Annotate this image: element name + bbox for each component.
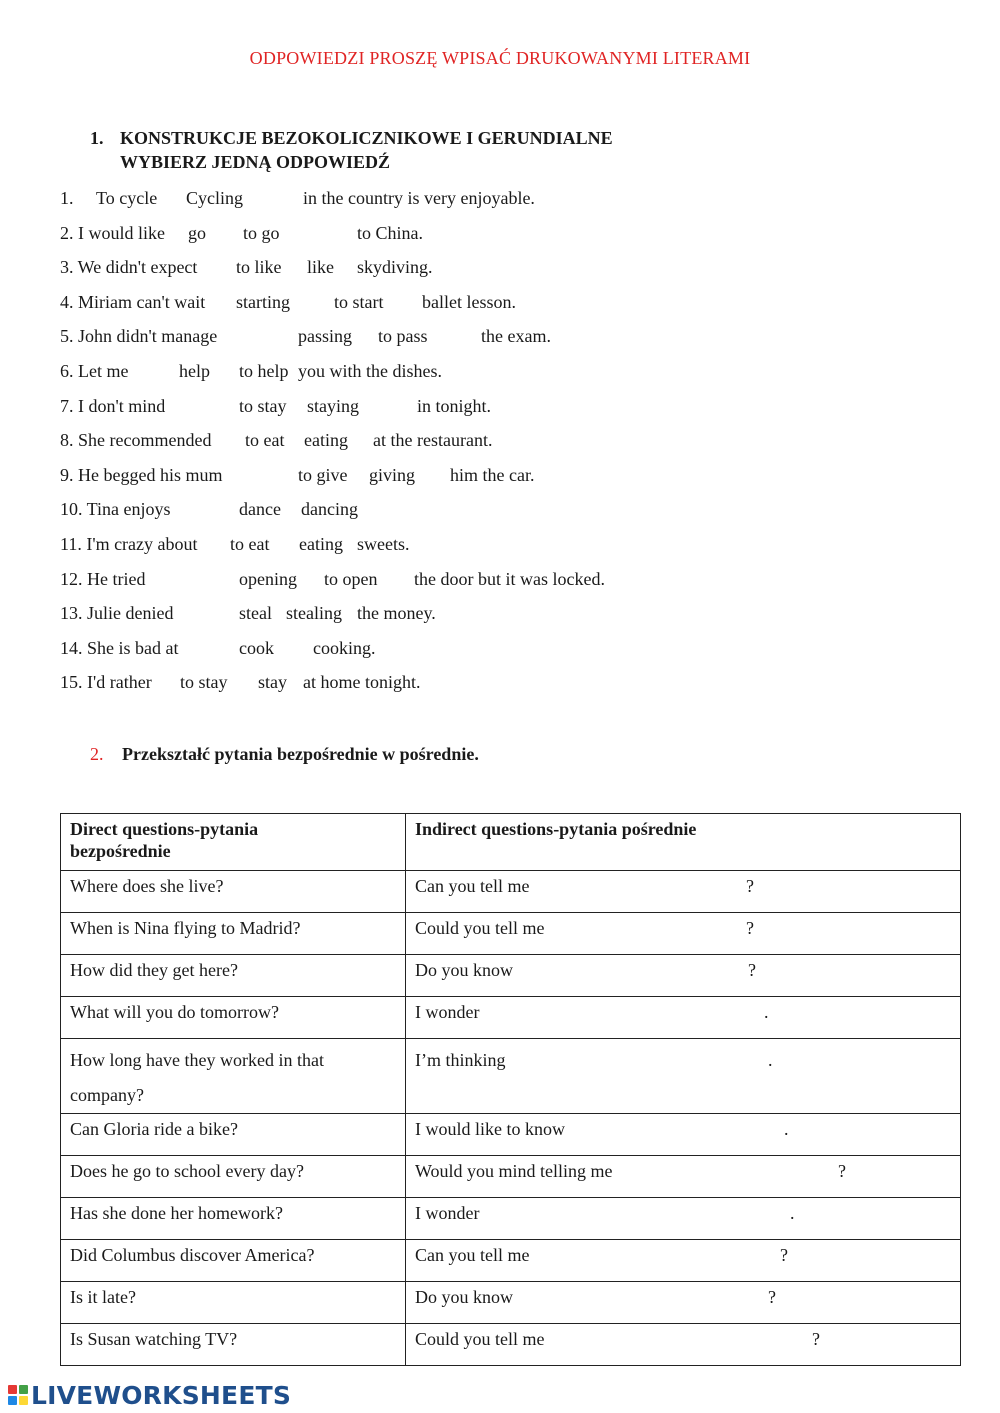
exercise-continuation: in the country is very enjoyable. bbox=[303, 188, 535, 208]
exercise-continuation: the money. bbox=[357, 603, 436, 624]
exercise-prompt: 3. We didn't expect bbox=[60, 257, 198, 278]
exercise-prompt: 7. I don't mind bbox=[60, 395, 166, 416]
indirect-question-start: I’m thinking bbox=[415, 1050, 506, 1070]
exercise-option-2[interactable]: giving bbox=[369, 464, 416, 485]
exercise-option-1[interactable]: to stay bbox=[239, 395, 287, 416]
exercise-item bbox=[0, 257, 1000, 283]
exercise-option-1[interactable]: cook bbox=[239, 637, 274, 658]
direct-question-cell: Where does she live? bbox=[61, 871, 406, 913]
exercise-option-1[interactable]: To cycle bbox=[96, 188, 158, 208]
page-header-instruction: ODPOWIEDZI PROSZĘ WPISAĆ DRUKOWANYMI LITERAMI bbox=[249, 48, 751, 68]
exercise-item bbox=[0, 465, 1000, 491]
exercise-continuation: sweets. bbox=[357, 534, 410, 554]
exercise-option-2[interactable]: dancing bbox=[301, 499, 358, 520]
indirect-question-start: Can you tell me bbox=[415, 1245, 530, 1265]
column-header-direct-line1: Direct questions-pytania bbox=[70, 819, 259, 839]
exercise-prompt: 8. She recommended bbox=[60, 430, 212, 451]
column-header-direct-line2: bezpośrednie bbox=[70, 841, 171, 861]
exercise-item bbox=[0, 499, 1000, 525]
indirect-question-end-punctuation: . bbox=[764, 1002, 769, 1022]
indirect-question-end-punctuation: . bbox=[784, 1119, 789, 1139]
exercise-prompt: 9. He begged his mum bbox=[60, 464, 223, 485]
exercise-option-1[interactable]: go bbox=[188, 222, 206, 243]
indirect-question-cell[interactable] bbox=[406, 1240, 961, 1282]
exercise-item bbox=[0, 569, 1000, 595]
indirect-question-start: Can you tell me bbox=[415, 876, 530, 896]
exercise-option-2[interactable]: to help bbox=[239, 361, 289, 381]
exercise-option-2[interactable]: to pass bbox=[378, 326, 428, 347]
indirect-question-start: Could you tell me bbox=[415, 918, 545, 938]
table-header-row bbox=[61, 814, 961, 871]
exercise-option-1[interactable]: to stay bbox=[180, 672, 228, 693]
exercise-prompt: 4. Miriam can't wait bbox=[60, 291, 206, 312]
indirect-question-start: Would you mind telling me bbox=[415, 1161, 613, 1181]
indirect-question-cell[interactable] bbox=[406, 871, 961, 913]
section-2-heading bbox=[90, 744, 479, 765]
table-row bbox=[61, 1156, 961, 1198]
liveworksheets-logo bbox=[8, 1382, 291, 1408]
indirect-question-end-punctuation: ? bbox=[768, 1287, 776, 1307]
indirect-question-cell[interactable] bbox=[406, 1324, 961, 1366]
indirect-question-end-punctuation: ? bbox=[812, 1329, 820, 1349]
section-1-subtitle: WYBIERZ JEDNĄ ODPOWIEDŹ bbox=[120, 152, 391, 172]
section-1-title: KONSTRUKCJE BEZOKOLICZNIKOWE I GERUNDIALNE bbox=[120, 128, 613, 148]
indirect-question-cell[interactable] bbox=[406, 955, 961, 997]
exercise-prompt: 5. John didn't manage bbox=[60, 326, 218, 347]
exercise-item bbox=[0, 603, 1000, 629]
direct-question-cell: Does he go to school every day? bbox=[61, 1156, 406, 1198]
direct-question-cell: Did Columbus discover America? bbox=[61, 1240, 406, 1282]
table-row bbox=[61, 1198, 961, 1240]
exercise-prompt: 11. I'm crazy about bbox=[60, 534, 198, 554]
exercise-item bbox=[0, 430, 1000, 456]
table-row bbox=[61, 1114, 961, 1156]
direct-question-cell: Is Susan watching TV? bbox=[61, 1324, 406, 1366]
indirect-question-start: Do you know bbox=[415, 1287, 513, 1307]
questions-table bbox=[60, 813, 961, 1366]
exercise-option-1[interactable]: steal bbox=[239, 603, 272, 624]
indirect-question-start: Could you tell me bbox=[415, 1329, 545, 1349]
indirect-question-cell[interactable] bbox=[406, 1282, 961, 1324]
exercise-continuation: skydiving. bbox=[357, 257, 433, 278]
direct-question-cell: Can Gloria ride a bike? bbox=[61, 1114, 406, 1156]
exercise-option-2[interactable]: eating bbox=[304, 430, 348, 451]
exercise-option-2[interactable]: eating bbox=[299, 534, 343, 554]
table-row bbox=[61, 913, 961, 955]
logo-square-blue bbox=[8, 1396, 17, 1405]
section-2-number: 2. bbox=[90, 744, 104, 764]
indirect-question-end-punctuation: ? bbox=[746, 876, 754, 896]
section-2-title: Przekształć pytania bezpośrednie w pośrednie. bbox=[122, 744, 479, 764]
indirect-question-end-punctuation: . bbox=[790, 1203, 795, 1223]
column-header-indirect: Indirect questions-pytania pośrednie bbox=[406, 814, 961, 871]
exercise-option-1[interactable]: starting bbox=[236, 291, 290, 312]
exercise-option-2[interactable]: to open bbox=[324, 568, 378, 589]
exercise-continuation: to China. bbox=[357, 222, 423, 243]
direct-question-cell: How long have they worked in that company? bbox=[61, 1039, 406, 1114]
indirect-question-cell[interactable] bbox=[406, 1039, 961, 1114]
logo-icon bbox=[8, 1385, 28, 1405]
table-row bbox=[61, 997, 961, 1039]
section-1-number: 1. bbox=[90, 128, 104, 148]
exercise-prompt: 15. I'd rather bbox=[60, 672, 152, 693]
indirect-question-cell[interactable] bbox=[406, 1198, 961, 1240]
table-row bbox=[61, 871, 961, 913]
indirect-question-end-punctuation: ? bbox=[746, 918, 754, 938]
exercise-prompt: 1. bbox=[60, 188, 74, 208]
exercise-item bbox=[0, 188, 1000, 214]
exercise-prompt: 6. Let me bbox=[60, 361, 129, 381]
indirect-question-end-punctuation: ? bbox=[780, 1245, 788, 1265]
exercise-option-1[interactable]: help bbox=[179, 361, 210, 381]
exercise-option-2[interactable]: cooking. bbox=[313, 637, 376, 658]
table-row bbox=[61, 1282, 961, 1324]
exercise-prompt: 10. Tina enjoys bbox=[60, 499, 171, 520]
indirect-question-cell[interactable] bbox=[406, 1156, 961, 1198]
exercise-option-2[interactable]: like bbox=[307, 257, 334, 278]
indirect-question-end-punctuation: ? bbox=[838, 1161, 846, 1181]
exercise-option-2[interactable]: staying bbox=[307, 395, 359, 416]
exercise-continuation: you with the dishes. bbox=[298, 361, 442, 381]
exercise-option-1[interactable]: passing bbox=[298, 326, 352, 347]
exercise-continuation: the door but it was locked. bbox=[414, 568, 605, 589]
direct-question-cell: How did they get here? bbox=[61, 955, 406, 997]
exercise-item bbox=[0, 638, 1000, 664]
exercise-continuation: the exam. bbox=[481, 326, 551, 347]
exercise-option-1[interactable]: to eat bbox=[230, 534, 270, 554]
exercise-option-2[interactable]: stealing bbox=[286, 603, 342, 624]
indirect-question-start: Do you know bbox=[415, 960, 513, 980]
exercise-option-1[interactable]: to like bbox=[236, 257, 282, 278]
exercise-continuation: at the restaurant. bbox=[373, 430, 493, 451]
exercise-option-1[interactable]: opening bbox=[239, 568, 297, 589]
indirect-question-cell[interactable] bbox=[406, 997, 961, 1039]
exercise-option-2[interactable]: to start bbox=[334, 291, 384, 312]
exercise-prompt: 12. He tried bbox=[60, 568, 146, 589]
table-row bbox=[61, 1324, 961, 1366]
table-row bbox=[61, 955, 961, 997]
exercise-item bbox=[0, 326, 1000, 352]
exercise-prompt: 14. She is bad at bbox=[60, 637, 179, 658]
exercise-item bbox=[0, 361, 1000, 387]
direct-question-cell: Has she done her homework? bbox=[61, 1198, 406, 1240]
logo-square-red bbox=[8, 1385, 17, 1394]
exercise-item bbox=[0, 534, 1000, 560]
table-row bbox=[61, 1240, 961, 1282]
exercise-continuation: him the car. bbox=[450, 464, 535, 485]
exercise-continuation: at home tonight. bbox=[303, 672, 421, 693]
table-row bbox=[61, 1039, 961, 1114]
exercise-option-2[interactable]: stay bbox=[258, 672, 287, 693]
exercise-item bbox=[0, 672, 1000, 698]
indirect-question-start: I wonder bbox=[415, 1203, 480, 1223]
exercise-option-1[interactable]: to eat bbox=[245, 430, 285, 451]
exercise-prompt: 2. I would like bbox=[60, 222, 165, 243]
exercise-option-2[interactable]: Cycling bbox=[186, 188, 243, 208]
exercise-prompt: 13. Julie denied bbox=[60, 603, 174, 624]
indirect-question-start: I wonder bbox=[415, 1002, 480, 1022]
exercise-item bbox=[0, 396, 1000, 422]
column-header-direct bbox=[61, 814, 406, 871]
exercise-option-1[interactable]: dance bbox=[239, 499, 281, 520]
indirect-question-cell[interactable] bbox=[406, 913, 961, 955]
exercise-option-2[interactable]: to go bbox=[243, 222, 280, 243]
indirect-question-cell[interactable] bbox=[406, 1114, 961, 1156]
exercise-option-1[interactable]: to give bbox=[298, 464, 348, 485]
logo-square-yellow bbox=[19, 1396, 28, 1405]
exercise-continuation: in tonight. bbox=[417, 395, 492, 416]
logo-text: LIVEWORKSHEETS bbox=[31, 1380, 292, 1410]
direct-question-cell: When is Nina flying to Madrid? bbox=[61, 913, 406, 955]
direct-question-cell: What will you do tomorrow? bbox=[61, 997, 406, 1039]
indirect-question-end-punctuation: . bbox=[768, 1050, 773, 1070]
section-1-heading bbox=[90, 126, 613, 174]
indirect-question-end-punctuation: ? bbox=[748, 960, 756, 980]
indirect-question-start: I would like to know bbox=[415, 1119, 565, 1139]
exercise-item bbox=[0, 223, 1000, 249]
exercise-continuation: ballet lesson. bbox=[422, 291, 516, 312]
direct-question-cell: Is it late? bbox=[61, 1282, 406, 1324]
logo-square-green bbox=[19, 1385, 28, 1394]
exercise-item bbox=[0, 292, 1000, 318]
